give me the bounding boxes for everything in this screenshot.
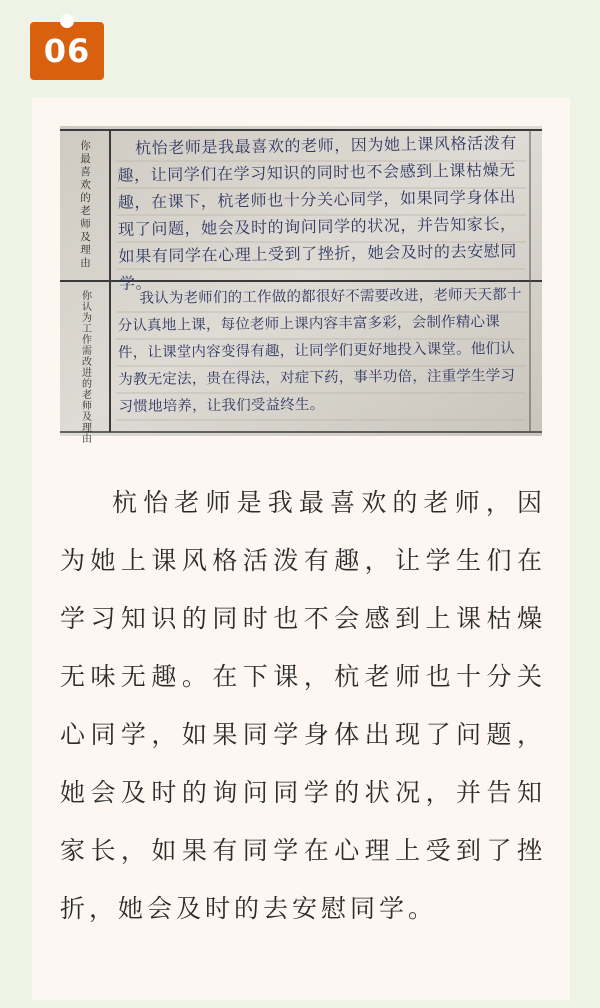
handwritten-answer-1-container [117, 132, 526, 293]
handwritten-answer-2: 我认为老师们的工作做的都很好不需要改进，老师天天都十分认真地上课，每位老师上课内容丰富多彩，会制作精心课件，让课堂内容变得有趣，让同学们更好地投入课堂。他们认为教无定法，贵在得法，对症下药，事半功倍，注重学生学习习惯地培养，让我们受益终生。 [117, 286, 522, 416]
form-photo-svg [60, 126, 542, 444]
article-paragraph: 杭怡老师是我最喜欢的老师，因为她上课风格活泼有趣，让学生们在学习知识的同时也不会感到上课枯燥无味无趣。在下课，杭老师也十分关心同学，如果同学身体出现了问题，她会及时的询问同学的状况，并告知家长，如果有同学在心理上受到了挫折，她会及时的去安慰同学。 [60, 488, 546, 923]
handwritten-answer-1: 杭怡老师是我最喜欢的老师，因为她上课风格活泼有趣，让同学们在学习知识的同时也不会感到上课枯燥无趣，在课下，杭老师也十分关心同学，如果同学身体出现了问题，她会及时的询问同学的状况，并告知家长，如果有同学在心理上受到了挫折，她会及时的去安慰同学。 [117, 133, 518, 293]
section-number-badge [30, 22, 104, 80]
handwritten-answer-2-container [118, 284, 526, 430]
row-label-teacher-needs-improvement: 你认为工作需改进的老师及理由 [79, 290, 91, 444]
row-label-favorite-teacher: 你最喜欢的老师及理由 [79, 140, 91, 270]
content-card [32, 98, 570, 1000]
section-number: 06 [43, 32, 91, 70]
handwritten-form-photo [60, 126, 542, 444]
badge-notch-decoration [60, 14, 74, 28]
